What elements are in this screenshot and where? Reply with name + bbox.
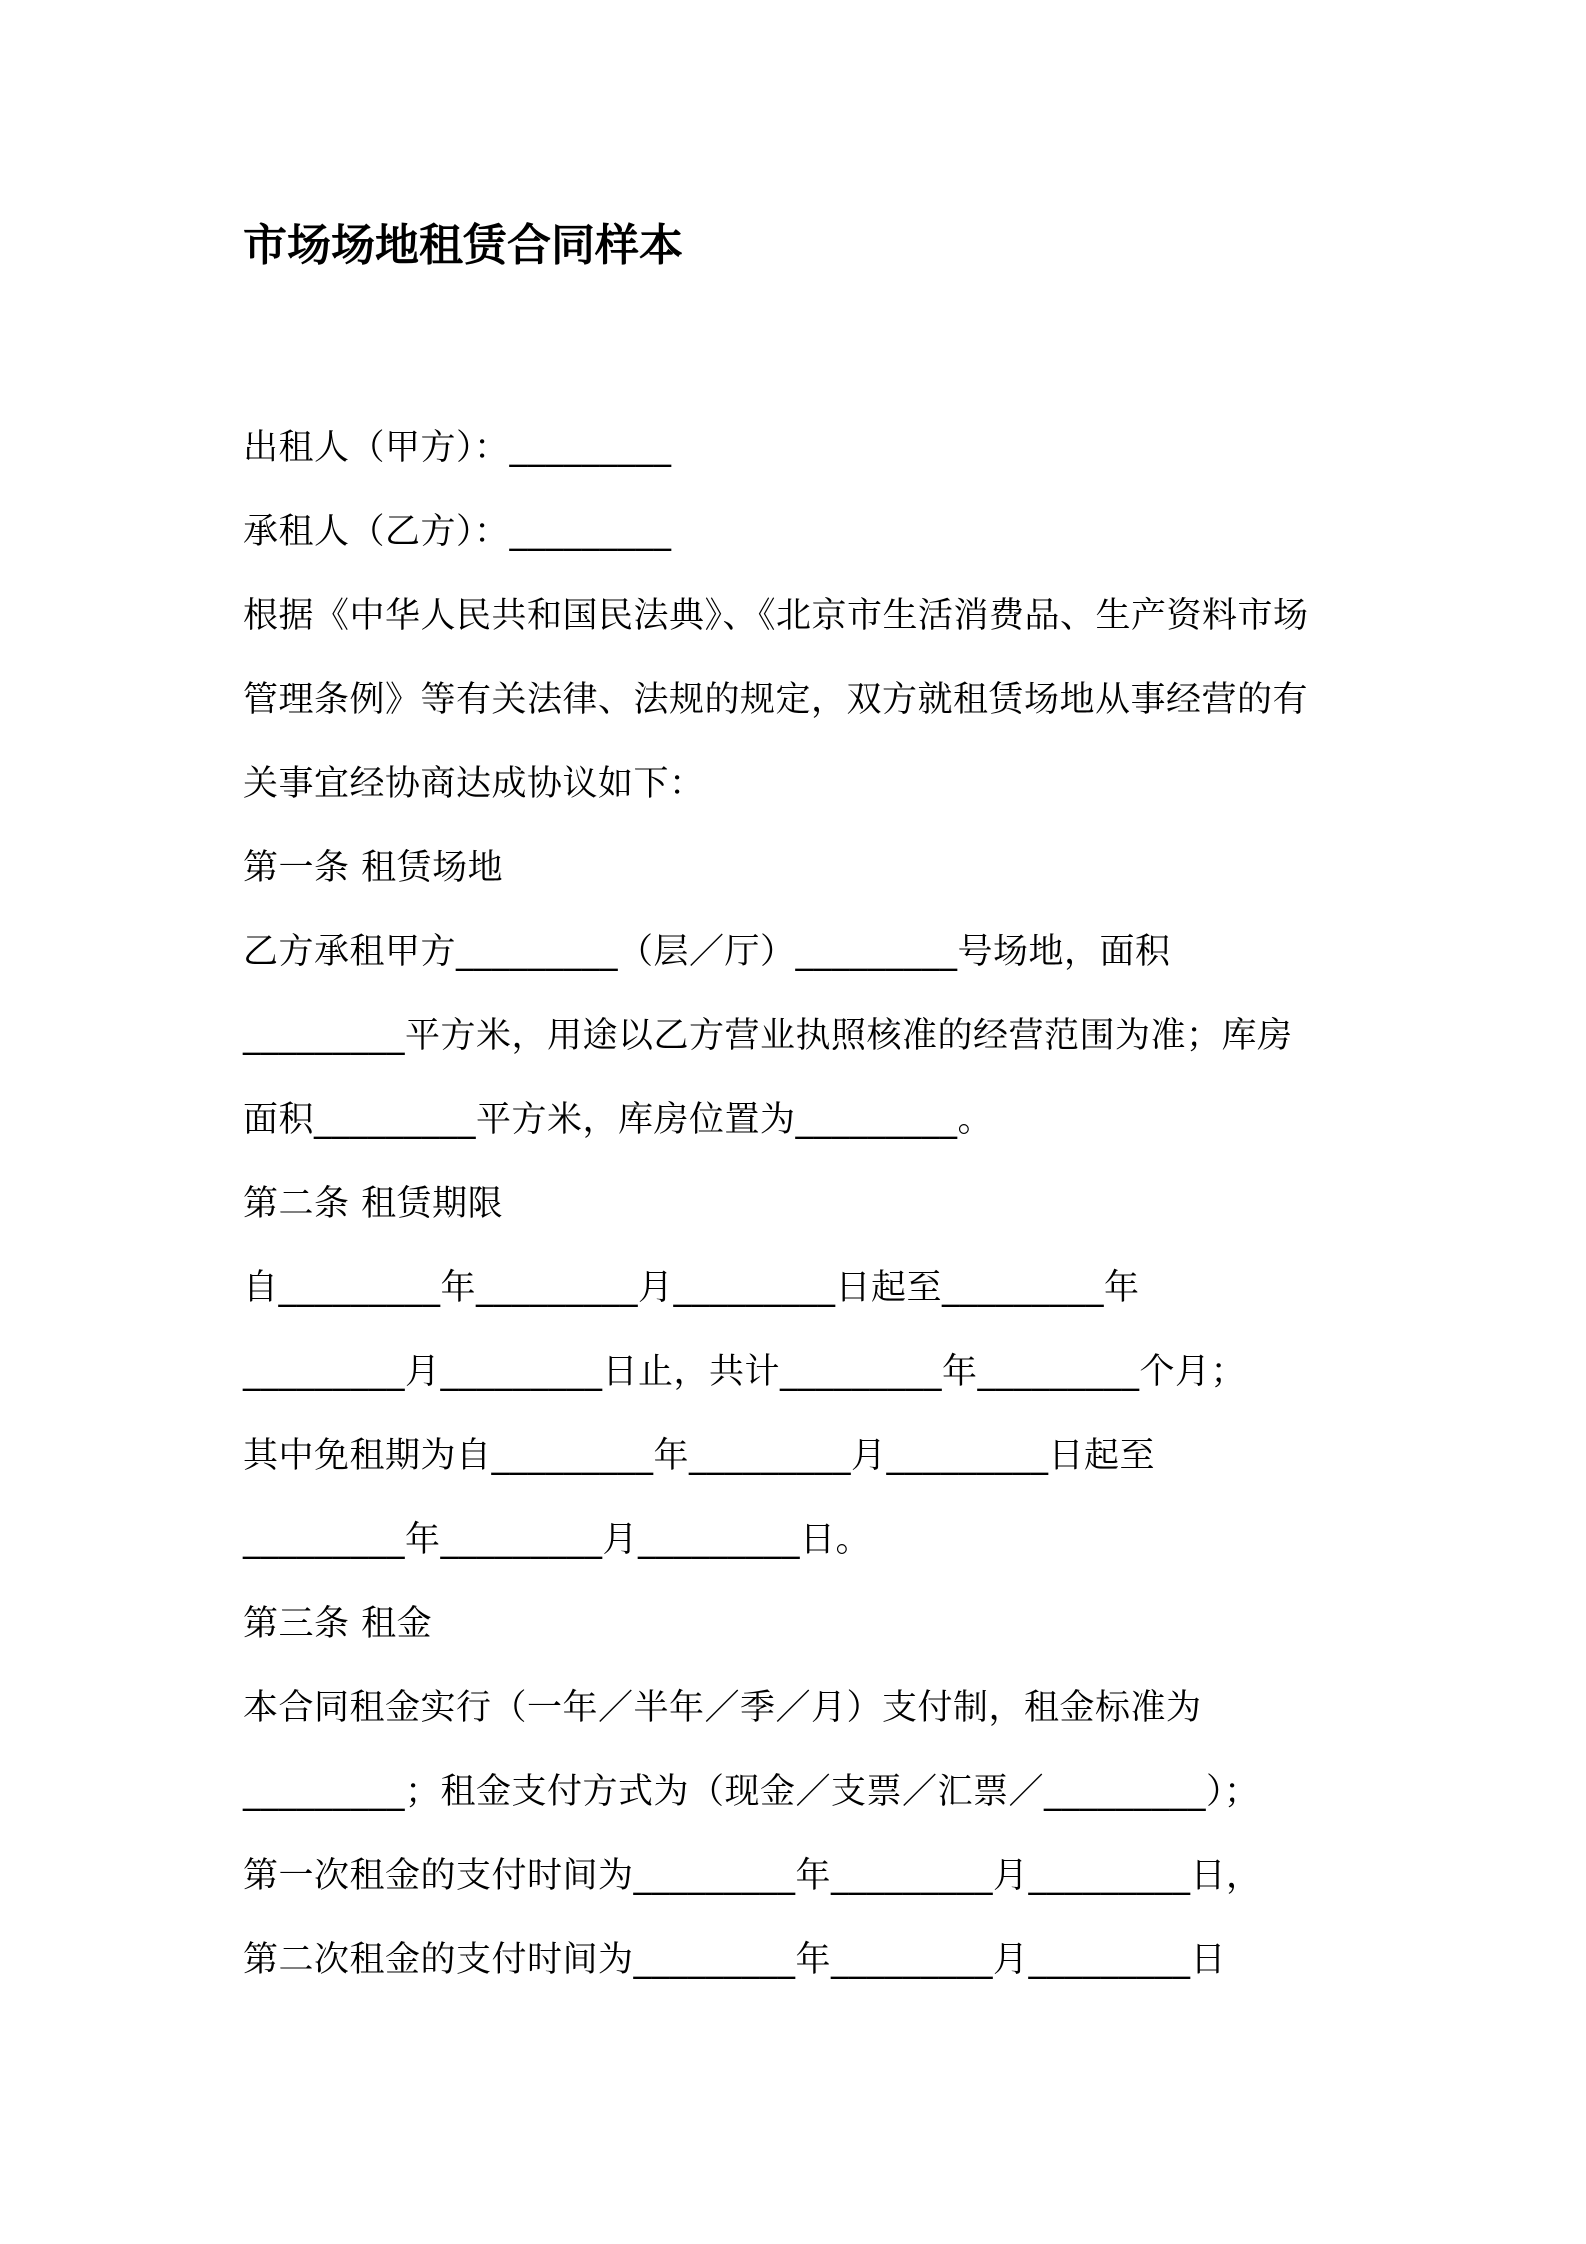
document-body xyxy=(243,406,1363,2002)
article-3-line-1: 本合同租金实行（一年／半年／季／月）支付制，租金标准为 xyxy=(243,1688,1202,1728)
article-2-line-3: 其中免租期为自_________年_________月_________日起至 xyxy=(243,1436,1156,1476)
article-2-line-1: 自_________年_________月_________日起至_________年 xyxy=(243,1268,1140,1308)
article-1-line-2: _________平方米，用途以乙方营业执照核准的经营范围为准；库房 xyxy=(243,1016,1293,1056)
lessor-line: 出租人（甲方）：_________ xyxy=(243,428,672,468)
preamble-line-1: 根据《中华人民共和国民法典》、《北京市生活消费品、生产资料市场 xyxy=(243,596,1309,636)
preamble-line-3: 关事宜经协商达成协议如下： xyxy=(243,764,705,804)
article-3-line-3: 第一次租金的支付时间为_________年_________月_________日， xyxy=(243,1856,1262,1896)
article-1-line-3: 面积_________平方米，库房位置为_________。 xyxy=(243,1100,994,1140)
preamble-line-2: 管理条例》等有关法律、法规的规定，双方就租赁场地从事经营的有 xyxy=(243,680,1309,720)
document-title: 市场场地租赁合同样本 xyxy=(243,220,683,271)
lessee-line: 承租人（乙方）：_________ xyxy=(243,512,672,552)
article-3-line-2: _________；租金支付方式为（现金／支票／汇票／_________）； xyxy=(243,1772,1260,1812)
article-1-line-1: 乙方承租甲方_________（层／厅）_________号场地，面积 xyxy=(243,932,1171,972)
article-3-heading: 第三条 租金 xyxy=(243,1604,433,1644)
article-2-line-2: _________月_________日止，共计_________年_________个月； xyxy=(243,1352,1247,1392)
article-1-heading: 第一条 租赁场地 xyxy=(243,848,504,888)
article-2-heading: 第二条 租赁期限 xyxy=(243,1184,504,1224)
article-3-line-4: 第二次租金的支付时间为_________年_________月_________日 xyxy=(243,1940,1227,1980)
article-2-line-4: _________年_________月_________日。 xyxy=(243,1520,872,1560)
